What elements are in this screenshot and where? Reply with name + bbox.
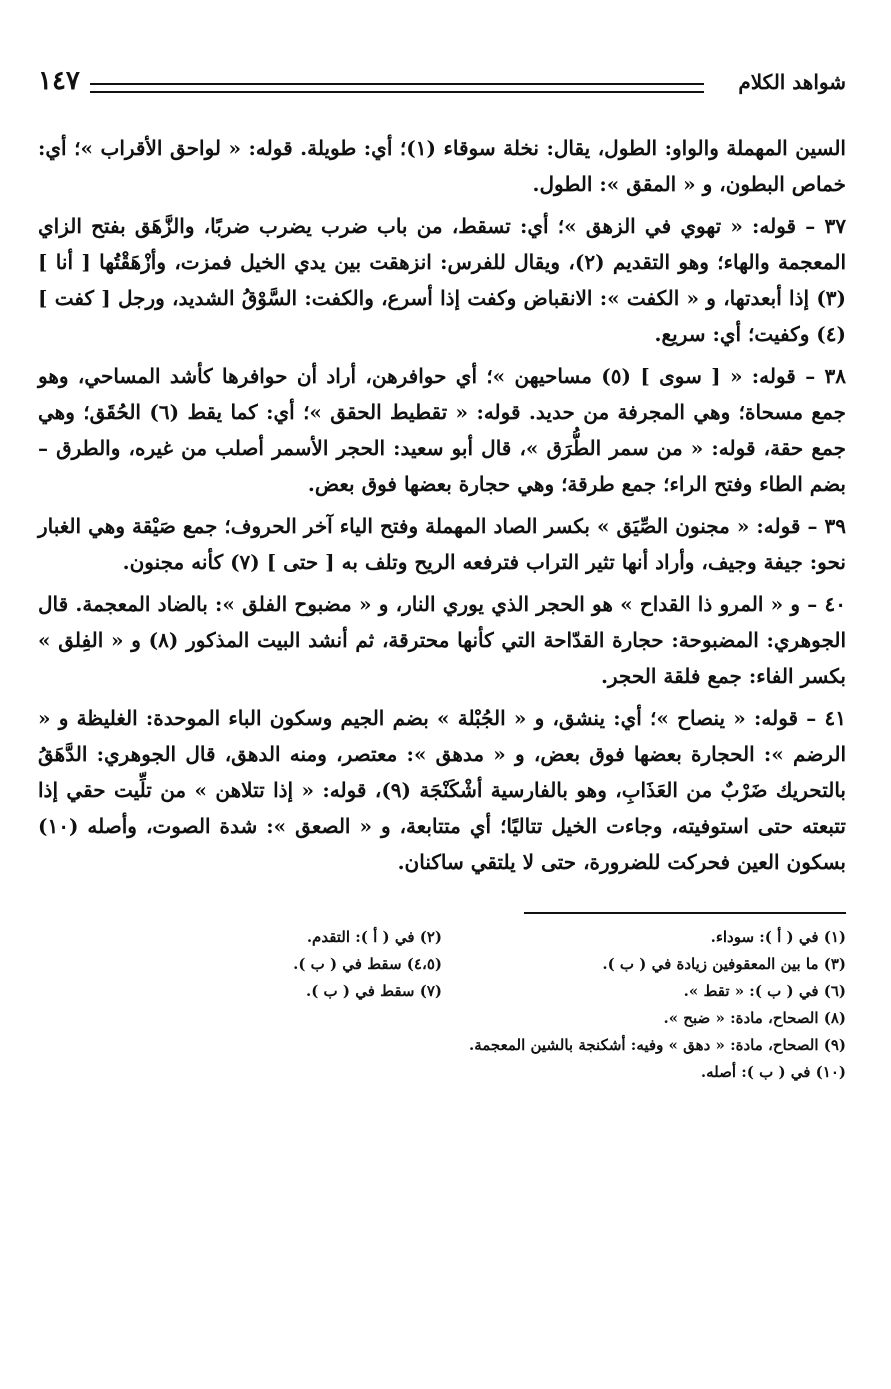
footnote: (٢) في ( أ ): التقدم. (306, 928, 442, 946)
paragraph: ٤١ – قوله: « ينصاح »؛ أي: ينشق، و « الجُبْلة » بضم الجيم وسكون الباء الموحدة: الغليظة و « الرضم »: الحجارة بعضها فوق بعض، و « مدهق »: معتصر، ومنه الدهق، قال الجوهري: الدَّهَقُ بالتحريك ضَرْبٌ من العَذَابِ، وهو بالفارسية أشْكَنْجَة (٩)، قوله: « إذا تتلاهن » من تلِّيت حقي إذا تتبعته حتى استوفيته، وجاءت الخيل تتاليًا؛ أي متتابعة، و « الصعق »: شدة الصوت، وأصله (١٠) بسكون العين فحركت للضرورة، حتى لا يلتقي ساكنان. (38, 706, 846, 874)
footnotes (38, 924, 846, 1086)
header-rule (90, 83, 704, 93)
paragraph: ٤٠ – و « المرو ذا القداح » هو الحجر الذي يوري النار، و « مضبوح الفلق »: بالضاد المعجمة. قال الجوهري: المضبوحة: حجارة القدّاحة التي كأنها محترقة، ثم أنشد البيت المذكور (٨) و « الفِلق » بكسر الفاء: جمع فلقة الحجر. (38, 592, 847, 688)
footnote: (١٠) في ( ب ): أصله. (700, 1063, 846, 1081)
footnote: (٤،٥) سقط في ( ب ). (293, 955, 442, 973)
footnote-divider (524, 912, 846, 914)
footnote: (٣) ما بين المعقوفين زيادة في ( ب ). (602, 955, 846, 973)
footnote-row (38, 1032, 846, 1059)
footnote-row (38, 1059, 846, 1086)
footnote-row (38, 978, 846, 1005)
footnote: (٩) الصحاح، مادة: « دهق » وفيه: أشكنجة بالشين المعجمة. (468, 1036, 846, 1054)
footnote: (٧) سقط في ( ب ). (306, 982, 442, 1000)
book-page (38, 66, 847, 1086)
footnote: (٦) في ( ب ): « تقط ». (683, 982, 846, 1000)
body-text (38, 130, 846, 880)
page-number: ١٤٧ (38, 66, 80, 96)
running-title: شواهد الكلام (738, 70, 846, 94)
footnote-row (38, 951, 846, 978)
paragraph: ٣٧ – قوله: « تهوي في الزهق »؛ أي: تسقط، من باب ضرب يضرب ضربًا، والزَّهَق بفتح الزاي المعجمة والهاء؛ وهو التقديم (٢)، ويقال للفرس: انزهقت بين يدي الخيل فمزت، وأزْهَقْتُها [ أنا ] (٣) إذا أبعدتها، و « الكفت »: الانقباض وكفت إذا أسرع، والكفت: السَّوْقُ الشديد، ورجل [ كفت ] (٤) وكفيت؛ أي: سريع. (38, 214, 847, 346)
footnote-row (38, 1005, 846, 1032)
footnote: (١) في ( أ ): سوداء. (710, 928, 846, 946)
paragraph: السين المهملة والواو: الطول، يقال: نخلة سوقاء (١)؛ أي: طويلة. قوله: « لواحق الأقراب »؛ أي: خماص البطون، و « المقق »: الطول. (38, 136, 846, 196)
footnote-row (38, 924, 846, 951)
page-header (38, 66, 846, 102)
paragraph: ٣٨ – قوله: « [ سوى ] (٥) مساحيهن »؛ أي حوافرهن، أراد أن حوافرها كأشد المساحي، وهو جمع مسحاة؛ وهي المجرفة من حديد. قوله: « تقطيط الحقق »؛ أي: كما يقط (٦) الحُقَق؛ وهي جمع حقة، قوله: « من سمر الطُّرَق »، قال أبو سعيد: الحجر الأسمر أصلب من غيره، والطرق – بضم الطاء وفتح الراء؛ جمع طرقة؛ وهي حجارة بعضها فوق بعض. (38, 364, 847, 496)
footnote: (٨) الصحاح، مادة: « ضبح ». (663, 1009, 846, 1027)
paragraph: ٣٩ – قوله: « مجنون الصِّيَق » بكسر الصاد المهملة وفتح الياء آخر الحروف؛ جمع صَيْقة وهي الغبار نحو: جيفة وجيف، وأراد أنها تثير التراب فترفعه الريح وتلف به [ حتى ] (٧) كأنه مجنون. (38, 514, 846, 574)
